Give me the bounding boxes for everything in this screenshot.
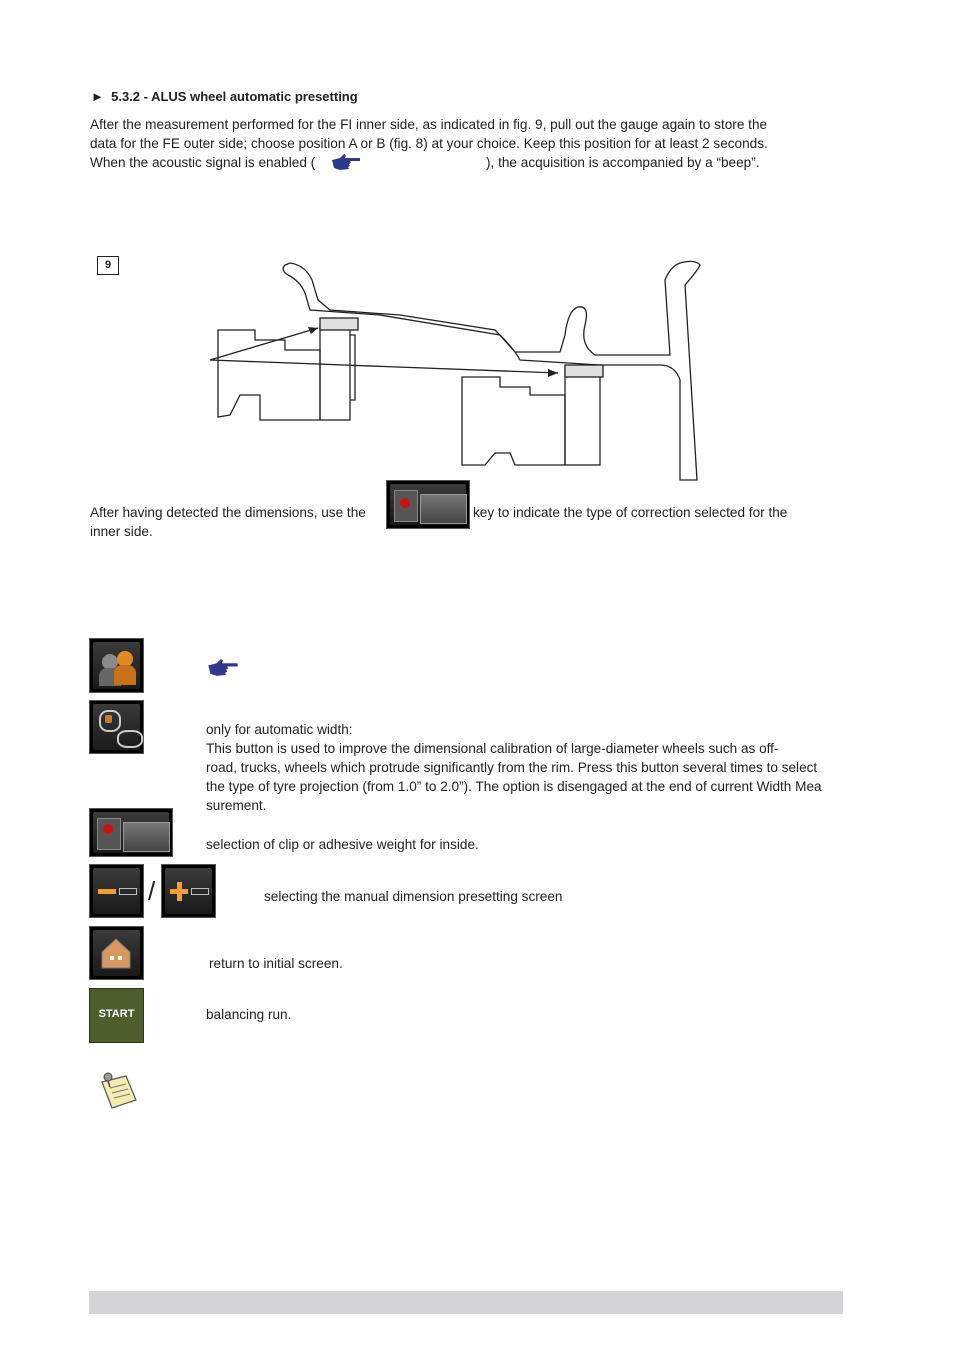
home-button[interactable] — [89, 926, 144, 980]
section-heading — [91, 89, 358, 104]
tyre-title: only for automatic width: — [206, 722, 353, 737]
minus-arrow-button[interactable] — [89, 864, 144, 918]
weight-position-icon — [390, 484, 466, 525]
start-button-label: START — [98, 1008, 135, 1020]
weight-button[interactable] — [89, 808, 173, 857]
section-title: 5.3.2 - ALUS wheel automatic presetting — [111, 89, 358, 104]
footer-bar — [89, 1291, 843, 1314]
start-text: balancing run. — [206, 1007, 292, 1022]
pointing-hand-icon — [206, 657, 240, 678]
weight-position-icon — [93, 812, 169, 853]
figure-number: 9 — [97, 256, 119, 275]
home-text: return to initial screen. — [209, 956, 343, 971]
manual-text: selecting the manual dimension presetting screen — [264, 889, 563, 904]
weight-text: selection of clip or adhesive weight for inside. — [206, 837, 479, 852]
tyre-projection-icon — [93, 704, 140, 750]
wheel-diagram — [200, 255, 720, 485]
section-marker: ► — [91, 89, 104, 104]
plus-arrow-icon — [165, 868, 212, 914]
users-button[interactable] — [89, 638, 144, 693]
intro-line-3b: ), the acquisition is accompanied by a “beep”. — [486, 155, 760, 170]
weight-position-key[interactable] — [386, 480, 470, 529]
start-button[interactable] — [89, 988, 144, 1043]
minus-arrow-icon — [93, 868, 140, 914]
intro-line-2: data for the FE outer side; choose position A or B (fig. 8) at your choice. Keep this position for at least 2 seconds. — [90, 136, 768, 151]
tyre-line-1: This button is used to improve the dimensional calibration of large-diameter wheels such as off- — [206, 741, 779, 756]
after-detect-text-a: After having detected the dimensions, use the — [90, 505, 366, 520]
after-detect-text-b: key to indicate the type of correction selected for the — [473, 505, 788, 520]
tyre-projection-button[interactable] — [89, 700, 144, 754]
intro-line-3a: When the acoustic signal is enabled ( — [90, 155, 316, 170]
note-pin-icon — [96, 1068, 142, 1114]
plus-arrow-button[interactable] — [161, 864, 216, 918]
after-detect-text-c: inner side. — [90, 524, 153, 539]
tyre-line-3: the type of tyre projection (from 1.0” to 2.0”). The option is disengaged at the end of current Width Mea — [206, 779, 822, 794]
pointing-hand-icon — [330, 152, 362, 172]
home-icon — [93, 930, 140, 976]
tyre-line-4: surement. — [206, 798, 267, 813]
tyre-line-2: road, trucks, wheels which protrude significantly from the rim. Press this button several times to select — [206, 760, 818, 775]
users-icon — [93, 642, 140, 689]
intro-line-1: After the measurement performed for the FI inner side, as indicated in fig. 9, pull out the gauge again to store the — [90, 117, 768, 132]
slash-separator: / — [148, 876, 156, 906]
